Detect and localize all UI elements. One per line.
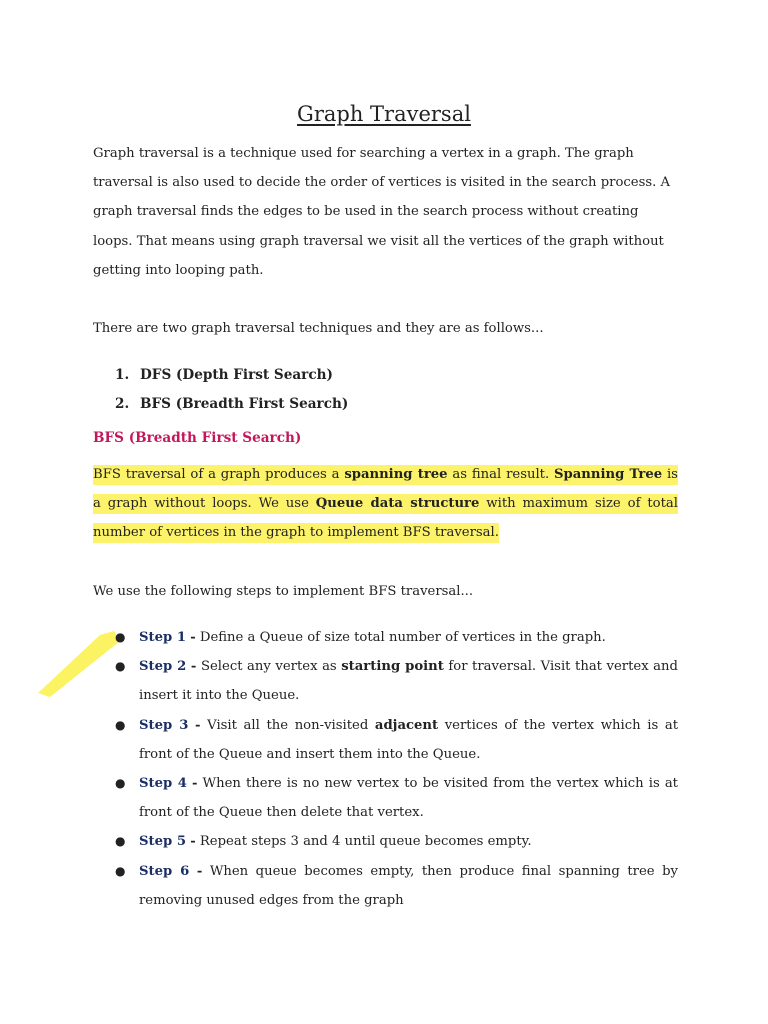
bfs-heading: BFS (Breadth First Search) [93,430,302,446]
techniques-list [115,361,348,419]
steps-list [115,623,678,915]
list-item: ● Step 6 - When queue becomes empty, then produce final spanning tree by removing unused edges from the graph [115,863,678,908]
page-title: Graph Traversal [297,102,471,126]
list-item: ● Step 3 - Visit all the non-visited adjacent vertices of the vertex which is at front of the Queue and insert them into the Queue. [115,717,678,762]
techniques-intro: There are two graph traversal techniques and they are as follows... [93,321,544,336]
intro-paragraph: Graph traversal is a technique used for searching a vertex in a graph. The graph traversal is also used to decide the order of vertices is visited in the search process. A graph traversal finds the edges to be used in the search process without creating loops. That means using graph traversal we visit all the vertices of the graph without getting into looping path. [93,146,671,278]
bfs-highlighted-paragraph [93,460,678,548]
list-item: ● Step 2 - Select any vertex as starting point for traversal. Visit that vertex and insert it into the Queue. [115,659,678,704]
list-item: 2. BFS (Breadth First Search) [115,396,349,413]
highlight: BFS traversal of a graph produces a spanning tree as final result. Spanning Tree is a graph without loops. We use Queue data structure with maximum size of total number of vertices in the graph to implement BFS traversal. [93,465,678,543]
list-item: ● Step 5 - Repeat steps 3 and 4 until queue becomes empty. [115,834,532,850]
list-item: ● Step 4 - When there is no new vertex to be visited from the vertex which is at front of the Queue then delete that vertex. [115,776,678,821]
steps-intro: We use the following steps to implement BFS traversal... [93,584,474,599]
list-item: ● Step 1 - Define a Queue of size total number of vertices in the graph. [115,630,606,645]
list-item: 1. DFS (Depth First Search) [115,367,333,383]
